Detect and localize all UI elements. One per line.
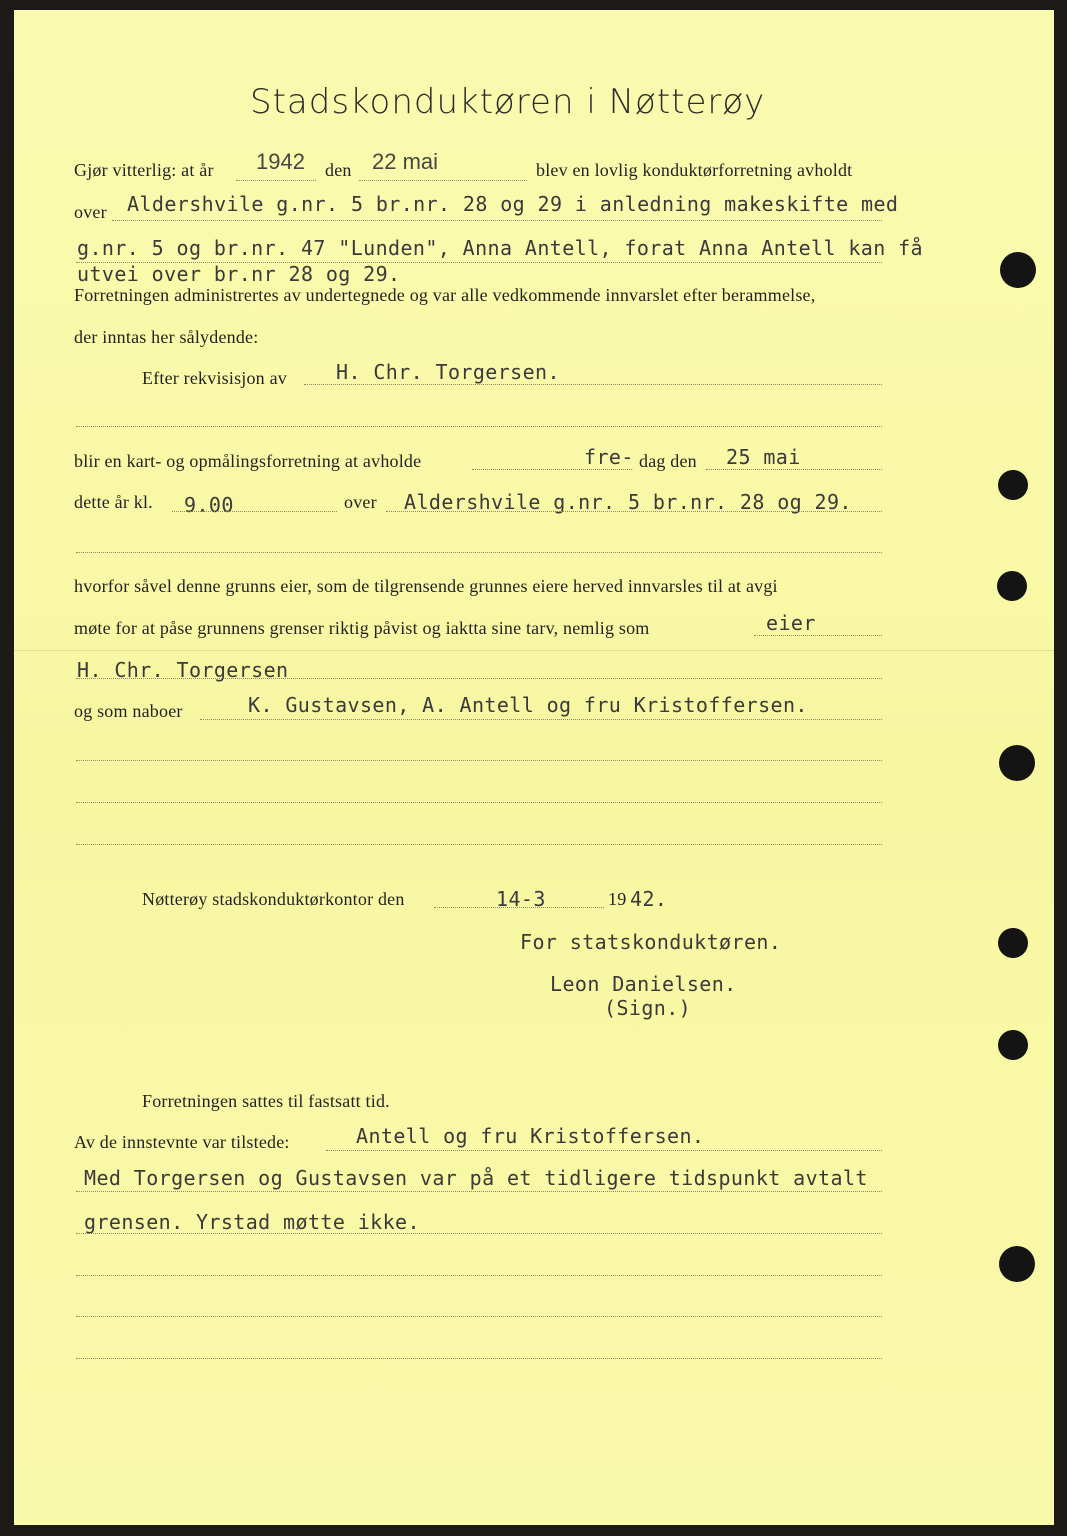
punch-hole bbox=[999, 745, 1035, 781]
signature-line3: (Sign.) bbox=[604, 996, 692, 1020]
page-title: Stadskonduktøren i Nøtterøy bbox=[250, 82, 766, 122]
dotted-line bbox=[76, 760, 882, 761]
dotted-line bbox=[386, 511, 882, 512]
line2-prefix: over bbox=[74, 202, 107, 222]
line3-value: g.nr. 5 og br.nr. 47 "Lunden", Anna Antell, forat Anna Antell kan få bbox=[77, 236, 923, 260]
time-value: 9.00 bbox=[184, 493, 234, 517]
document-page bbox=[14, 10, 1054, 1525]
neighbours-value: K. Gustavsen, A. Antell og fru Kristoffersen. bbox=[248, 693, 808, 717]
requisition-prefix: Efter rekvisisjon av bbox=[142, 368, 287, 388]
office-prefix: Nøtterøy stadskonduktørkontor den bbox=[142, 889, 405, 909]
notice2-value: eier bbox=[766, 611, 816, 635]
meeting-date: 25 mai bbox=[726, 445, 801, 469]
dotted-line bbox=[472, 469, 632, 470]
dotted-line bbox=[200, 719, 882, 720]
attendance-value: Antell og fru Kristoffersen. bbox=[356, 1124, 705, 1148]
proceedings-text: Forretningen sattes til fastsatt tid. bbox=[142, 1091, 390, 1111]
dotted-line bbox=[434, 907, 604, 908]
note1-text: Med Torgersen og Gustavsen var på et tidligere tidspunkt avtalt bbox=[84, 1166, 868, 1190]
dotted-line bbox=[172, 511, 337, 512]
line1-den: den bbox=[325, 160, 352, 180]
dotted-line bbox=[76, 426, 882, 427]
punch-hole bbox=[999, 1246, 1035, 1282]
dotted-line bbox=[76, 1233, 882, 1234]
dotted-line bbox=[706, 469, 882, 470]
signature-line1: For statskonduktøren. bbox=[520, 930, 782, 954]
attendance-prefix: Av de innstevnte var tilstede: bbox=[74, 1132, 290, 1152]
owner-value: H. Chr. Torgersen bbox=[77, 658, 289, 682]
time-place: Aldershvile g.nr. 5 br.nr. 28 og 29. bbox=[404, 490, 852, 514]
dotted-line bbox=[754, 635, 882, 636]
dotted-line bbox=[326, 1150, 882, 1151]
fold-line bbox=[14, 650, 1054, 651]
meeting-dag: dag den bbox=[639, 451, 697, 471]
dotted-line bbox=[76, 1358, 882, 1359]
signature-line2: Leon Danielsen. bbox=[550, 972, 737, 996]
notice1-text: hvorfor såvel denne grunns eier, som de tilgrensende grunnes eiere herved innvarsles til at avgi bbox=[74, 576, 778, 596]
dotted-line bbox=[112, 220, 882, 221]
dotted-line bbox=[76, 802, 882, 803]
punch-hole bbox=[1000, 252, 1036, 288]
line1-prefix: Gjør vitterlig: at år bbox=[74, 160, 214, 180]
office-year-prefix: 19 bbox=[608, 889, 627, 909]
dotted-line bbox=[76, 1191, 882, 1192]
line1-suffix: blev en lovlig konduktørforretning avholdt bbox=[536, 160, 853, 180]
meeting-weekday: fre- bbox=[584, 445, 634, 469]
dotted-line bbox=[76, 1275, 882, 1276]
notice2-prefix: møte for at påse grunnens grenser riktig påvist og iaktta sine tarv, nemlig som bbox=[74, 618, 650, 638]
note2-text: grensen. Yrstad møtte ikke. bbox=[84, 1210, 420, 1234]
dotted-line bbox=[359, 180, 527, 181]
requisition-value: H. Chr. Torgersen. bbox=[336, 360, 560, 384]
meeting-prefix: blir en kart- og opmålingsforretning at avholde bbox=[74, 451, 422, 471]
punch-hole bbox=[998, 470, 1028, 500]
line1-year: 1942 bbox=[256, 149, 305, 174]
dotted-line bbox=[304, 384, 882, 385]
dotted-line bbox=[76, 678, 882, 679]
office-year-suffix: 42. bbox=[630, 887, 668, 911]
line1-date: 22 mai bbox=[372, 149, 439, 174]
punch-hole bbox=[998, 928, 1028, 958]
neighbours-prefix: og som naboer bbox=[74, 701, 183, 721]
line6-text: der inntas her sålydende: bbox=[74, 327, 259, 347]
time-over: over bbox=[344, 492, 377, 512]
dotted-line bbox=[76, 552, 882, 553]
dotted-line bbox=[236, 180, 316, 181]
punch-hole bbox=[998, 1030, 1028, 1060]
punch-hole bbox=[997, 571, 1027, 601]
dotted-line bbox=[76, 1316, 882, 1317]
line4-value: utvei over br.nr 28 og 29. bbox=[77, 262, 401, 286]
line2-value: Aldershvile g.nr. 5 br.nr. 28 og 29 i anledning makeskifte med bbox=[127, 192, 899, 216]
line5-text: Forretningen administrertes av undertegnede og var alle vedkommende innvarslet efter berammelse, bbox=[74, 285, 816, 305]
office-date: 14-3 bbox=[496, 887, 546, 911]
dotted-line bbox=[76, 844, 882, 845]
time-prefix: dette år kl. bbox=[74, 492, 153, 512]
